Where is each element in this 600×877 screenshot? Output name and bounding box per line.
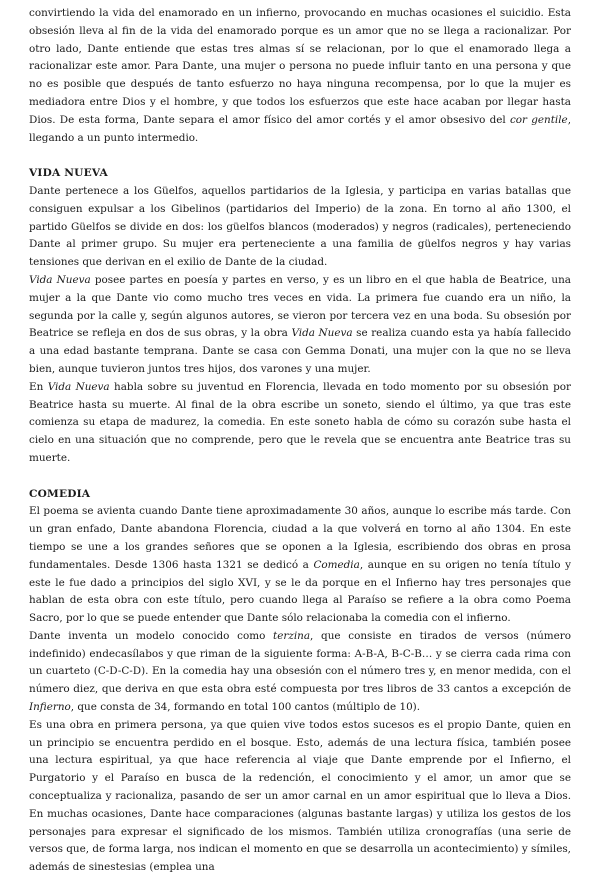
comedia-paragraph-3: Es una obra en primera persona, ya que quien vive todos estos sucesos es el propio Dante, quien en un principio se encuentra perdido en el bosque. Esto, además de una lectura física, también posee una lectura espiritual, ya que hace referencia al viaje que Dante emprende por el Infierno, el Purgatorio y el Paraíso en busca de la redención, el conocimiento y el amor, un amor que se conceptualiza y racionaliza, pasando de ser un amor carnal en un amor espiritual que lo lleva a Dios. En muchas ocasiones, Dante hace comparaciones (algunas bastante largas) y utiliza los gestos de los personajes para expresar el significado de los mismos. También utiliza cronografías (una serie de versos que, de forma larga, nos indican el momento en que se desarrolla un acontecimiento) y símiles, además de sinestesias (emplea una bbox=[29, 718, 571, 874]
vida-nueva-title-emphasis: Vida Nueva bbox=[291, 327, 353, 340]
vida-nueva-title-emphasis: Vida Nueva bbox=[47, 380, 110, 393]
comedia-text: El poema se avienta cuando Dante tiene aproximadamente 30 años, aunque lo escribe más tarde. Con un gran enfado, Dante abandona Florencia, ciudad a la que volverá en torno al año 1304. En este tiempo se une a los grandes señores que se oponen a la Iglesia, escribiendo dos obras en prosa fundamentales. Desde 1306 hasta 1321 se dedicó a bbox=[29, 505, 571, 571]
vida-nueva-text: se realiza cuando esta ya había fallecido a una edad bastante temprana. Dante se casa con Gemma Donati, una mujer con la que no se lleva bien, aunque tuvieron juntos tres hijos, dos varones y una mujer. bbox=[29, 327, 571, 375]
comedia-text: , que consiste en tirados de versos (número indefinido) endecasílabos y que riman de la siguiente forma: A-B-A, B-C-B… y se cierra cada rima con un cuarteto (C-D-C-D). En la comedia hay una obsesión con el número tres y, en menor medida, con el número diez, que deriva en que esta obra esté compuesta por tres libros de 33 cantos a excepción de bbox=[29, 629, 571, 696]
comedia-text: , que consta de 34, formando en total 100 cantos (múltiplo de 10). bbox=[70, 701, 421, 714]
comedia-paragraph-1 bbox=[29, 503, 571, 628]
vida-nueva-heading: VIDA NUEVA bbox=[29, 167, 108, 180]
document-page bbox=[29, 5, 571, 877]
vida-nueva-text: En bbox=[29, 380, 48, 393]
vida-nueva-paragraph-2 bbox=[29, 272, 571, 379]
vida-nueva-paragraph-1: Dante pertenece a los Güelfos, aquellos partidarios de la Iglesia, y participa en varias batallas que consiguen expulsar a los Gibelinos (partidarios del Imperio) de la zona. En torno al año 1300, el partido Güelfos se divide en dos: los güelfos blancos (moderados) y negros (radicales), perteneciendo Dante al primer grupo. Su mujer era perteneciente a una familia de güelfos negros y hay varias tensiones que derivan en el exilio de Dante de la ciudad. bbox=[29, 184, 571, 269]
intro-emphasis: cor gentile bbox=[509, 113, 568, 126]
vida-nueva-text: habla sobre su juventud en Florencia, llevada en todo momento por su obsesión por Beatrice hasta su muerte. Al final de la obra escribe un soneto, siendo el último, ya que tras este comienza su etapa de madurez, la comedia. En este soneto habla de cómo su corazón sube hasta el cielo en una situación que no comprende, pero que le revela que se encuentra ante Beatrice tras su muerte. bbox=[29, 380, 571, 464]
vida-nueva-title-emphasis: Vida Nueva bbox=[29, 273, 91, 286]
comedia-text: Dante inventa un modelo conocido como bbox=[29, 629, 274, 642]
terzina-emphasis: terzina bbox=[273, 629, 311, 642]
infierno-emphasis: Infierno bbox=[29, 701, 71, 714]
intro-text-end: , llegando a un punto intermedio. bbox=[29, 113, 571, 144]
comedia-heading: COMEDIA bbox=[29, 487, 91, 500]
comedia-title-emphasis: Comedia bbox=[313, 558, 360, 571]
vida-nueva-paragraph-3 bbox=[29, 379, 571, 468]
intro-paragraph bbox=[29, 5, 571, 147]
comedia-text: , aunque en su origen no tenía título y este le fue dado a principios del siglo XVI, y se le da porque en el Infierno hay tres personajes que hablan de esta obra con este título, pero cuando llega al Paraíso se refiere a la obra como Poema Sacro, por lo que se puede entender que Dante sólo relacionaba la comedia con el infierno. bbox=[29, 558, 571, 625]
comedia-paragraph-2 bbox=[29, 628, 571, 717]
vida-nueva-text: posee partes en poesía y partes en verso, y es un libro en el que habla de Beatrice, una mujer a la que Dante vio como mucho tres veces en vida. La primera fue cuando era un niño, la segunda por la calle y, según algunos autores, se vieron por tercera vez en una boda. Su obsesión por Beatrice se refleja en dos de sus obras, y la obra bbox=[29, 273, 571, 340]
intro-text: convirtiendo la vida del enamorado en un infierno, provocando en muchas ocasiones el suicidio. Esta obsesión lleva al fin de la vida del enamorado porque es un amor que no se llega a racionalizar. Por otro lado, Dante entiende que estas tres almas sí se relacionan, por lo que el enamorado llega a racionalizar este amor. Para Dante, una mujer o persona no puede influir tanto en una persona y que no es posible que después de tanto esfuerzo no haya ninguna recompensa, por lo que la mujer es mediadora entre Dios y el hombre, y que todos los esfuerzos que este hace acaban por llegar hasta Dios. De esta forma, Dante separa el amor físico del amor cortés y el amor obsesivo del bbox=[29, 7, 571, 126]
